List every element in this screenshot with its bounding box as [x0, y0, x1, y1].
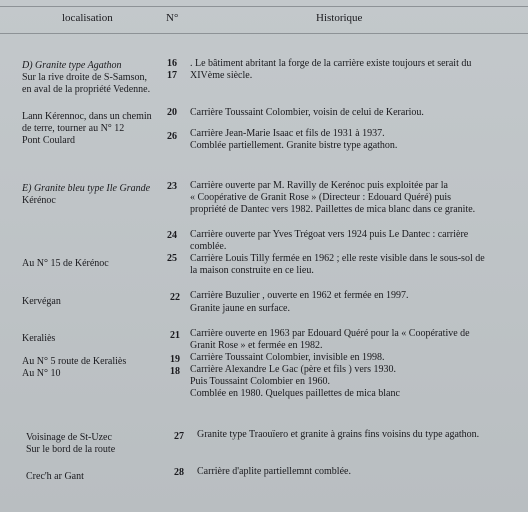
history-text: Granite jaune en surface.: [190, 303, 290, 314]
history-text: « Coopérative de Granit Rose » (Directeur : Edouard Quéré) puis: [190, 192, 452, 203]
quarry-number: 25: [167, 253, 177, 264]
quarry-number: 23: [167, 181, 177, 192]
header-cell-localisation: [0, 6, 160, 34]
loc-text: Kervégan: [22, 296, 61, 307]
header-cell-historique: [184, 6, 528, 34]
history-text: XIVème siècle.: [190, 70, 253, 81]
history-text: la maison construite en ce lieu.: [190, 265, 314, 276]
quarry-number: 28: [174, 467, 184, 478]
quarry-number: 24: [167, 230, 177, 241]
history-text: Granite type Traouïero et granite à grains fins voisins du type agathon.: [197, 429, 480, 440]
loc-text: Au N° 15 de Kérénoc: [22, 258, 109, 269]
history-text: Carrière Jean-Marie Isaac et fils de 1931 à 1937.: [190, 128, 385, 139]
quarry-number: 18: [170, 366, 180, 377]
loc-text: E) Granite bleu type Ile Grande: [22, 183, 151, 194]
header-localisation: localisation: [62, 12, 113, 24]
quarry-number: 22: [170, 292, 180, 303]
history-text: Granit Rose » et fermée en 1982.: [190, 340, 323, 351]
history-text: comblée.: [190, 241, 227, 252]
loc-text: en aval de la propriété Vedenne.: [22, 84, 151, 95]
loc-text: Crec'h ar Gant: [26, 471, 84, 482]
history-text: propriété de Dantec vers 1982. Paillettes de mica blanc dans ce granite.: [190, 204, 476, 215]
history-text: Carrière ouverte en 1963 par Edouard Quéré pour la « Coopérative de: [190, 328, 470, 339]
quarry-number: 16: [167, 58, 177, 69]
history-text: Carrière Buzulier , ouverte en 1962 et fermée en 1997.: [190, 290, 409, 301]
history-text: Carrière ouverte par Yves Trégoat vers 1924 puis Le Dantec : carrière: [190, 229, 469, 240]
quarry-number: 19: [170, 354, 180, 365]
loc-text: Au N° 5 route de Keraliès: [22, 356, 127, 367]
header-number: N°: [166, 12, 179, 24]
history-text: . Le bâtiment abritant la forge de la carrière existe toujours et serait du: [190, 58, 472, 69]
history-text: Carrière Alexandre Le Gac (père et fils ) vers 1930.: [190, 364, 397, 375]
loc-text: Sur la rive droite de S-Samson,: [22, 72, 147, 83]
quarry-number: 17: [167, 70, 177, 81]
history-text: Puis Toussaint Colombier en 1960.: [190, 376, 330, 387]
loc-text: Lann Kérennoc, dans un chemin: [22, 111, 152, 122]
quarry-number: 20: [167, 107, 177, 118]
quarry-number: 27: [174, 431, 184, 442]
header-historique: Historique: [316, 12, 363, 24]
history-text: Carrière Toussaint Colombier, invisible en 1998.: [190, 352, 385, 363]
loc-text: D) Granite type Agathon: [22, 60, 122, 71]
history-text: Comblée partiellement. Granite bistre type agathon.: [190, 140, 398, 151]
loc-text: Kérénoc: [22, 195, 56, 206]
history-text: Comblée en 1980. Quelques paillettes de mica blanc: [190, 388, 400, 399]
loc-text: Keraliès: [22, 333, 56, 344]
loc-text: Au N° 10: [22, 368, 61, 379]
loc-text: Voisinage de St-Uzec: [26, 432, 112, 443]
quarry-number: 26: [167, 131, 177, 142]
history-text: Carrière ouverte par M. Ravilly de Kerénoc puis exploitée par la: [190, 180, 448, 191]
loc-text: Sur le bord de la route: [26, 444, 116, 455]
history-text: Carrière Louis Tilly fermée en 1962 ; elle reste visible dans le sous-sol de: [190, 253, 485, 264]
history-text: Carrière d'aplite partiellemnt comblée.: [197, 466, 351, 477]
header-cell-number: [160, 6, 184, 34]
quarry-number: 21: [170, 330, 180, 341]
loc-text: Pont Coulard: [22, 135, 76, 146]
loc-text: de terre, tourner au N° 12: [22, 123, 125, 134]
history-text: Carrière Toussaint Colombier, voisin de celui de Kerariou.: [190, 107, 424, 118]
